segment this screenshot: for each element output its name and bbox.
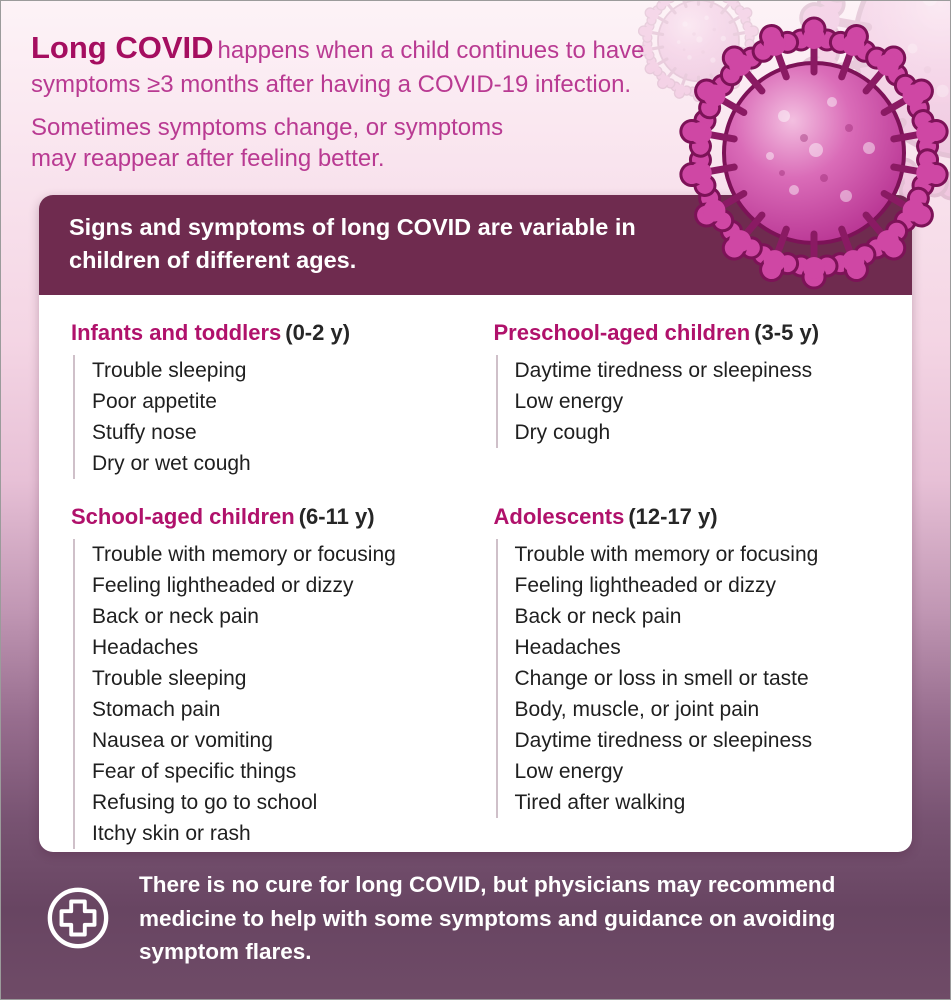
medical-cross-icon: [45, 885, 111, 951]
symptom-item: Headaches: [92, 635, 199, 659]
symptom-item: Refusing to go to school: [92, 790, 318, 814]
group-age-range: (12-17 y): [628, 503, 718, 529]
group-title: Adolescents: [493, 503, 625, 529]
symptom-item: Trouble sleeping: [92, 358, 247, 382]
symptom-item: Feeling lightheaded or dizzy: [92, 573, 354, 597]
symptom-item: Daytime tiredness or sleepiness: [514, 358, 813, 382]
symptom-list: [496, 539, 883, 818]
symptom-group-adolescents: [494, 503, 883, 849]
symptom-item: Itchy skin or rash: [92, 821, 251, 845]
symptom-item: Back or neck pain: [92, 604, 259, 628]
symptom-item: Body, muscle, or joint pain: [514, 697, 760, 721]
card-header-text: Signs and symptoms of long COVID are variable in children of different ages.: [69, 213, 636, 273]
symptom-item: Dry cough: [514, 420, 611, 444]
symptoms-card: [39, 195, 912, 852]
group-heading: [494, 319, 883, 347]
symptom-item: Change or loss in smell or taste: [514, 666, 809, 690]
symptom-item: Trouble with memory or focusing: [92, 542, 396, 566]
symptom-item: Dry or wet cough: [92, 451, 251, 475]
intro-definition-text: happens when a child continues to have symptoms ≥3 months after having a COVID-19 infection.: [31, 37, 645, 98]
group-heading: [71, 319, 460, 347]
symptom-list: [73, 355, 460, 479]
symptom-item: Low energy: [514, 389, 624, 413]
intro-note: Sometimes symptoms change, or symptoms may reappear after feeling better.: [31, 113, 504, 173]
symptom-list: [73, 539, 460, 849]
card-body: [39, 295, 912, 852]
group-age-range: (0-2 y): [285, 319, 351, 345]
symptom-item: Poor appetite: [92, 389, 217, 413]
symptom-item: Daytime tiredness or sleepiness: [514, 728, 813, 752]
intro-section: [1, 1, 950, 175]
symptom-group-infants-toddlers: [71, 319, 460, 479]
group-title: School-aged children: [71, 503, 295, 529]
symptom-list: [496, 355, 883, 448]
card-header: [39, 195, 912, 295]
symptom-item: Stuffy nose: [92, 420, 197, 444]
symptom-item: Low energy: [514, 759, 624, 783]
group-age-range: (3-5 y): [754, 319, 820, 345]
group-age-range: (6-11 y): [298, 503, 375, 529]
symptom-item: Tired after walking: [514, 790, 686, 814]
symptom-item: Feeling lightheaded or dizzy: [514, 573, 776, 597]
symptom-item: Fear of specific things: [92, 759, 297, 783]
intro-definition: [31, 28, 650, 101]
symptom-group-preschool: [494, 319, 883, 479]
symptom-item: Trouble sleeping: [92, 666, 247, 690]
symptom-item: Headaches: [514, 635, 621, 659]
symptom-group-school-aged: [71, 503, 460, 849]
symptom-item: Stomach pain: [92, 697, 221, 721]
group-title: Preschool-aged children: [493, 319, 751, 345]
group-heading: [71, 503, 460, 531]
symptom-item: Trouble with memory or focusing: [514, 542, 819, 566]
symptom-item: Nausea or vomiting: [92, 728, 273, 752]
page-title: Long COVID: [31, 30, 214, 65]
footer-text: There is no cure for long COVID, but physicians may recommend medicine to help with some symptoms and guidance on avoiding symptom flares.: [139, 871, 836, 965]
group-title: Infants and toddlers: [71, 319, 282, 345]
footer-note: [1, 852, 950, 999]
group-heading: [494, 503, 883, 531]
symptom-item: Back or neck pain: [514, 604, 682, 628]
